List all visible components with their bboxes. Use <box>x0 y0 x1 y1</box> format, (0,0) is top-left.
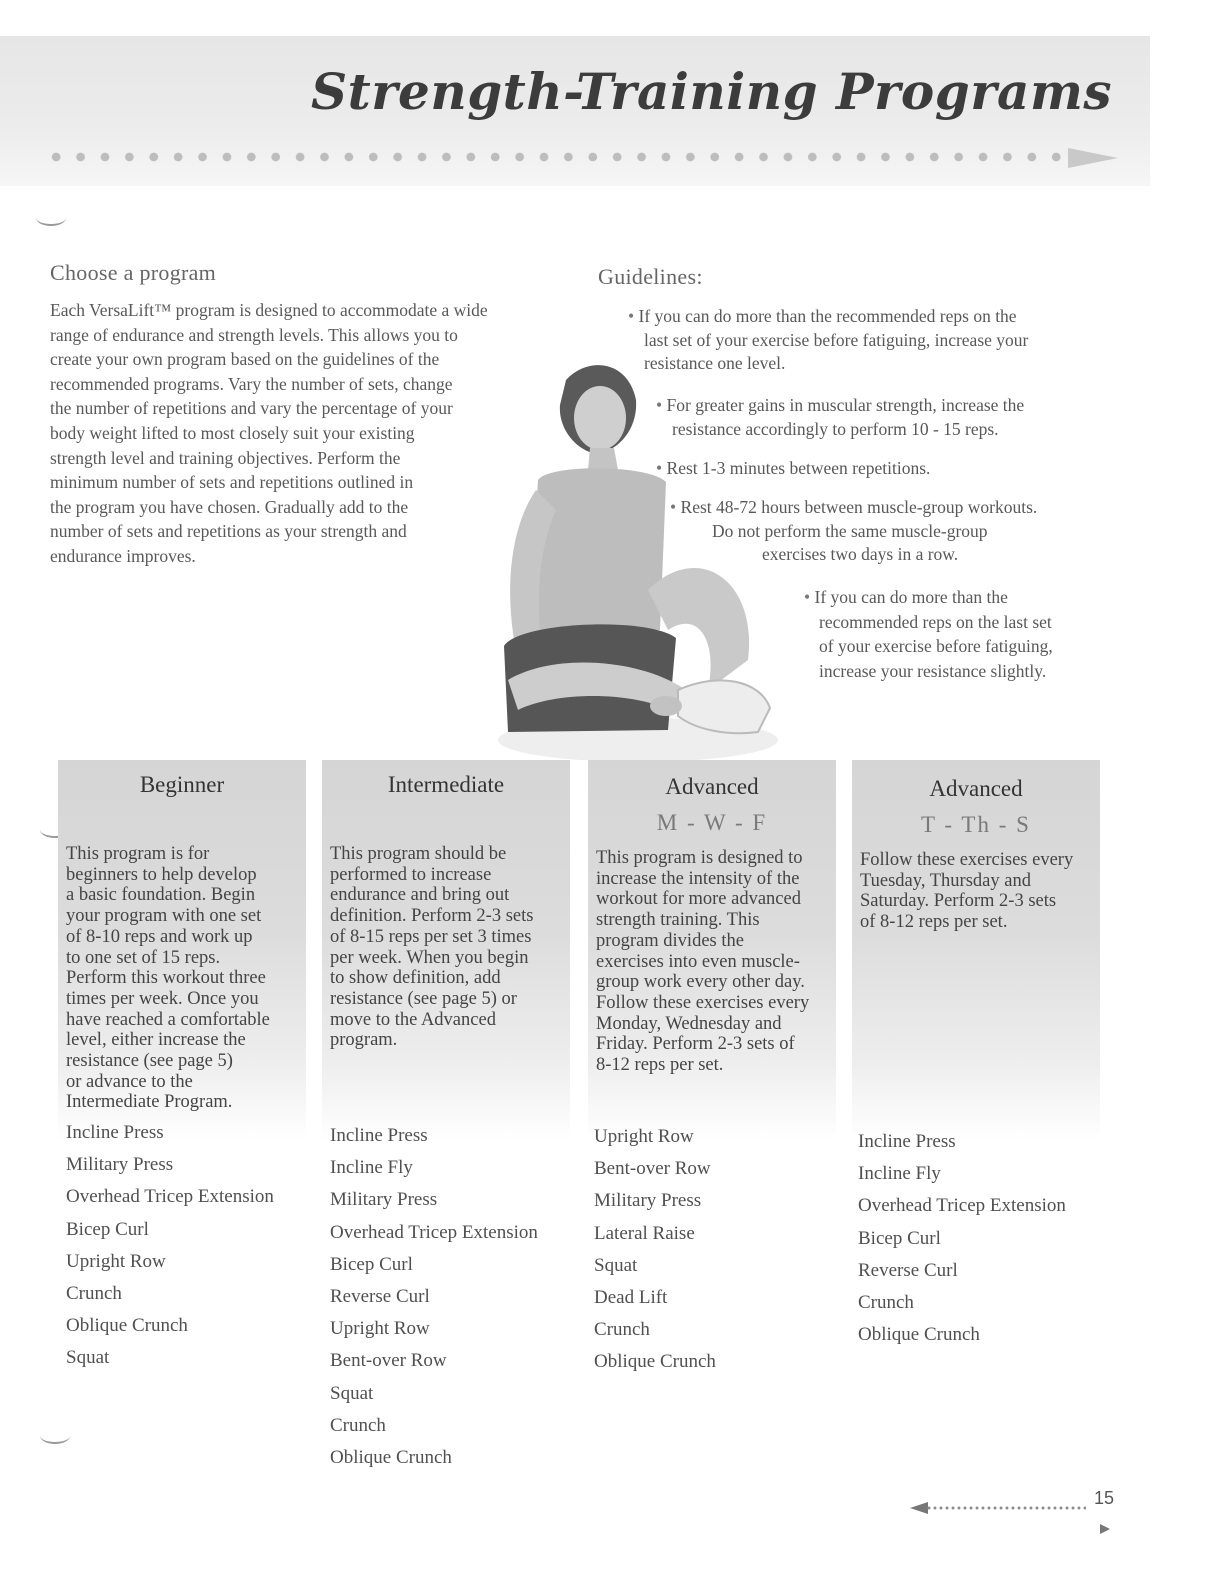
exercise-item: Military Press <box>594 1190 702 1212</box>
program-description: This program is for beginners to help develop a basic foundation. Begin your program with one set of 8-10 reps and work up to one set of 15 reps. Perform this workout three times per week. Once you have reached a comfortable level, either increase the resistance (see page 5) or advance to the Intermediate Program. <box>66 844 270 1113</box>
program-column-intermediate <box>322 760 570 1140</box>
exercise-item: Military Press <box>330 1189 438 1211</box>
intro-line: the number of repetitions and vary the percentage of your <box>50 398 453 419</box>
exercise-item: Oblique Crunch <box>66 1315 188 1337</box>
intro-line: number of sets and repetitions as your strength and <box>50 521 407 542</box>
intro-line: Each VersaLift™ program is designed to accommodate a wide <box>50 300 488 320</box>
exercise-item: Bicep Curl <box>66 1218 149 1240</box>
intro-line: strength level and training objectives. Perform the <box>50 447 401 468</box>
program-title: Advanced <box>665 774 759 799</box>
exercise-list-advanced-mwf <box>594 1121 716 1379</box>
forward-arrow-icon <box>1100 1524 1110 1534</box>
exercise-item: Oblique Crunch <box>594 1351 716 1373</box>
binder-hole-icon <box>36 210 66 226</box>
exercise-item: Reverse Curl <box>330 1285 430 1307</box>
program-title: Beginner <box>139 772 225 797</box>
guideline-item: • Rest 1-3 minutes between repetitions. <box>656 458 931 478</box>
program-column-advanced-tths <box>852 760 1100 1140</box>
program-title: Intermediate <box>387 772 505 797</box>
program-schedule: M - W - F <box>656 810 768 835</box>
exercise-item: Squat <box>594 1254 638 1276</box>
exercise-item: Incline Fly <box>858 1163 941 1185</box>
footer-dotted-rule <box>926 1506 1086 1510</box>
exercise-item: Incline Fly <box>330 1157 413 1179</box>
program-column-beginner <box>58 760 306 1140</box>
program-column-advanced-mwf <box>588 760 836 1140</box>
exercise-item: Bicep Curl <box>858 1227 941 1249</box>
exercise-item: Oblique Crunch <box>858 1324 980 1346</box>
intro-line: endurance improves. <box>50 545 196 566</box>
exercise-item: Bent-over Row <box>330 1350 447 1372</box>
guideline-item: • If you can do more than the recommended reps on the last set of your exercise before fatiguing, increase your resistance slightly. <box>804 587 1053 681</box>
exercise-item: Incline Press <box>858 1131 956 1152</box>
guideline-item: • For greater gains in muscular strength, increase the resistance accordingly to perform 10 - 15 reps. <box>656 395 1025 439</box>
intro-line: create your own program based on the guidelines of the <box>50 349 440 370</box>
intro-line: body weight lifted to most closely suit your existing <box>50 422 415 443</box>
exercise-item: Bicep Curl <box>330 1253 413 1275</box>
intro-line: minimum number of sets and repetitions outlined in <box>50 472 414 493</box>
exercise-list-advanced-tths <box>858 1126 1066 1351</box>
binder-hole-icon <box>40 1428 70 1444</box>
program-schedule: T - Th - S <box>921 812 1031 837</box>
exercise-item: Crunch <box>66 1282 122 1304</box>
program-description: This program should be performed to increase endurance and bring out definition. Perform 2-3 sets of 8-15 reps per set 3 times per week. When you begin to show definition, add resistance (see page 5) or move to the Advanced program. <box>330 844 534 1051</box>
exercise-item: Overhead Tricep Extension <box>330 1221 538 1243</box>
exercise-item: Military Press <box>66 1154 174 1176</box>
exercise-item: Crunch <box>594 1319 650 1341</box>
exercise-item: Oblique Crunch <box>330 1446 452 1468</box>
exercise-item: Crunch <box>330 1414 386 1436</box>
intro-line: range of endurance and strength levels. This allows you to <box>50 324 458 345</box>
page-number: 15 <box>1094 1488 1115 1508</box>
choose-heading: Choose a program <box>50 260 217 285</box>
intro-line: the program you have chosen. Gradually add to the <box>50 496 409 517</box>
exercise-list-beginner <box>66 1117 274 1375</box>
exercise-item: Incline Press <box>66 1122 164 1143</box>
choose-paragraph <box>50 298 565 569</box>
exercise-item: Upright Row <box>594 1126 694 1147</box>
program-description: Follow these exercises every Tuesday, Thursday and Saturday. Perform 2-3 sets of 8-12 reps per set. <box>860 850 1074 933</box>
intro-line: recommended programs. Vary the number of sets, change <box>50 373 453 394</box>
guideline-item: • Rest 48-72 hours between muscle-group workouts. Do not perform the same muscle-group exercises two days in a row. <box>670 497 1038 564</box>
exercise-item: Squat <box>66 1347 110 1369</box>
exercise-item: Squat <box>330 1382 374 1404</box>
exercise-item: Upright Row <box>66 1250 166 1272</box>
exercise-item: Crunch <box>858 1291 914 1313</box>
exercise-item: Dead Lift <box>594 1286 668 1308</box>
page-title: Strength-Training Programs <box>310 62 1112 121</box>
guidelines-heading: Guidelines: <box>598 264 703 289</box>
exercise-list-intermediate <box>330 1120 538 1474</box>
exercise-item: Upright Row <box>330 1318 430 1340</box>
guideline-item: • If you can do more than the recommended reps on the last set of your exercise before fatiguing, increase your resistance one level. <box>628 306 1029 373</box>
exercise-item: Overhead Tricep Extension <box>66 1186 274 1208</box>
exercise-item: Reverse Curl <box>858 1259 958 1281</box>
exercise-item: Overhead Tricep Extension <box>858 1195 1066 1217</box>
program-title: Advanced <box>929 776 1023 801</box>
exercise-item: Lateral Raise <box>594 1222 695 1244</box>
program-description: This program is designed to increase the intensity of the workout for more advanced strength training. This program divides the exercises into even muscle- group work every other day. Follow these exercises every Monday, Wednesday and Friday. Perform 2-3 sets of 8-12 reps per set. <box>596 848 810 1076</box>
dotted-rule <box>44 150 1064 164</box>
exercise-item: Bent-over Row <box>594 1158 711 1180</box>
exercise-item: Incline Press <box>330 1125 428 1146</box>
arrow-head-icon <box>1068 148 1118 168</box>
